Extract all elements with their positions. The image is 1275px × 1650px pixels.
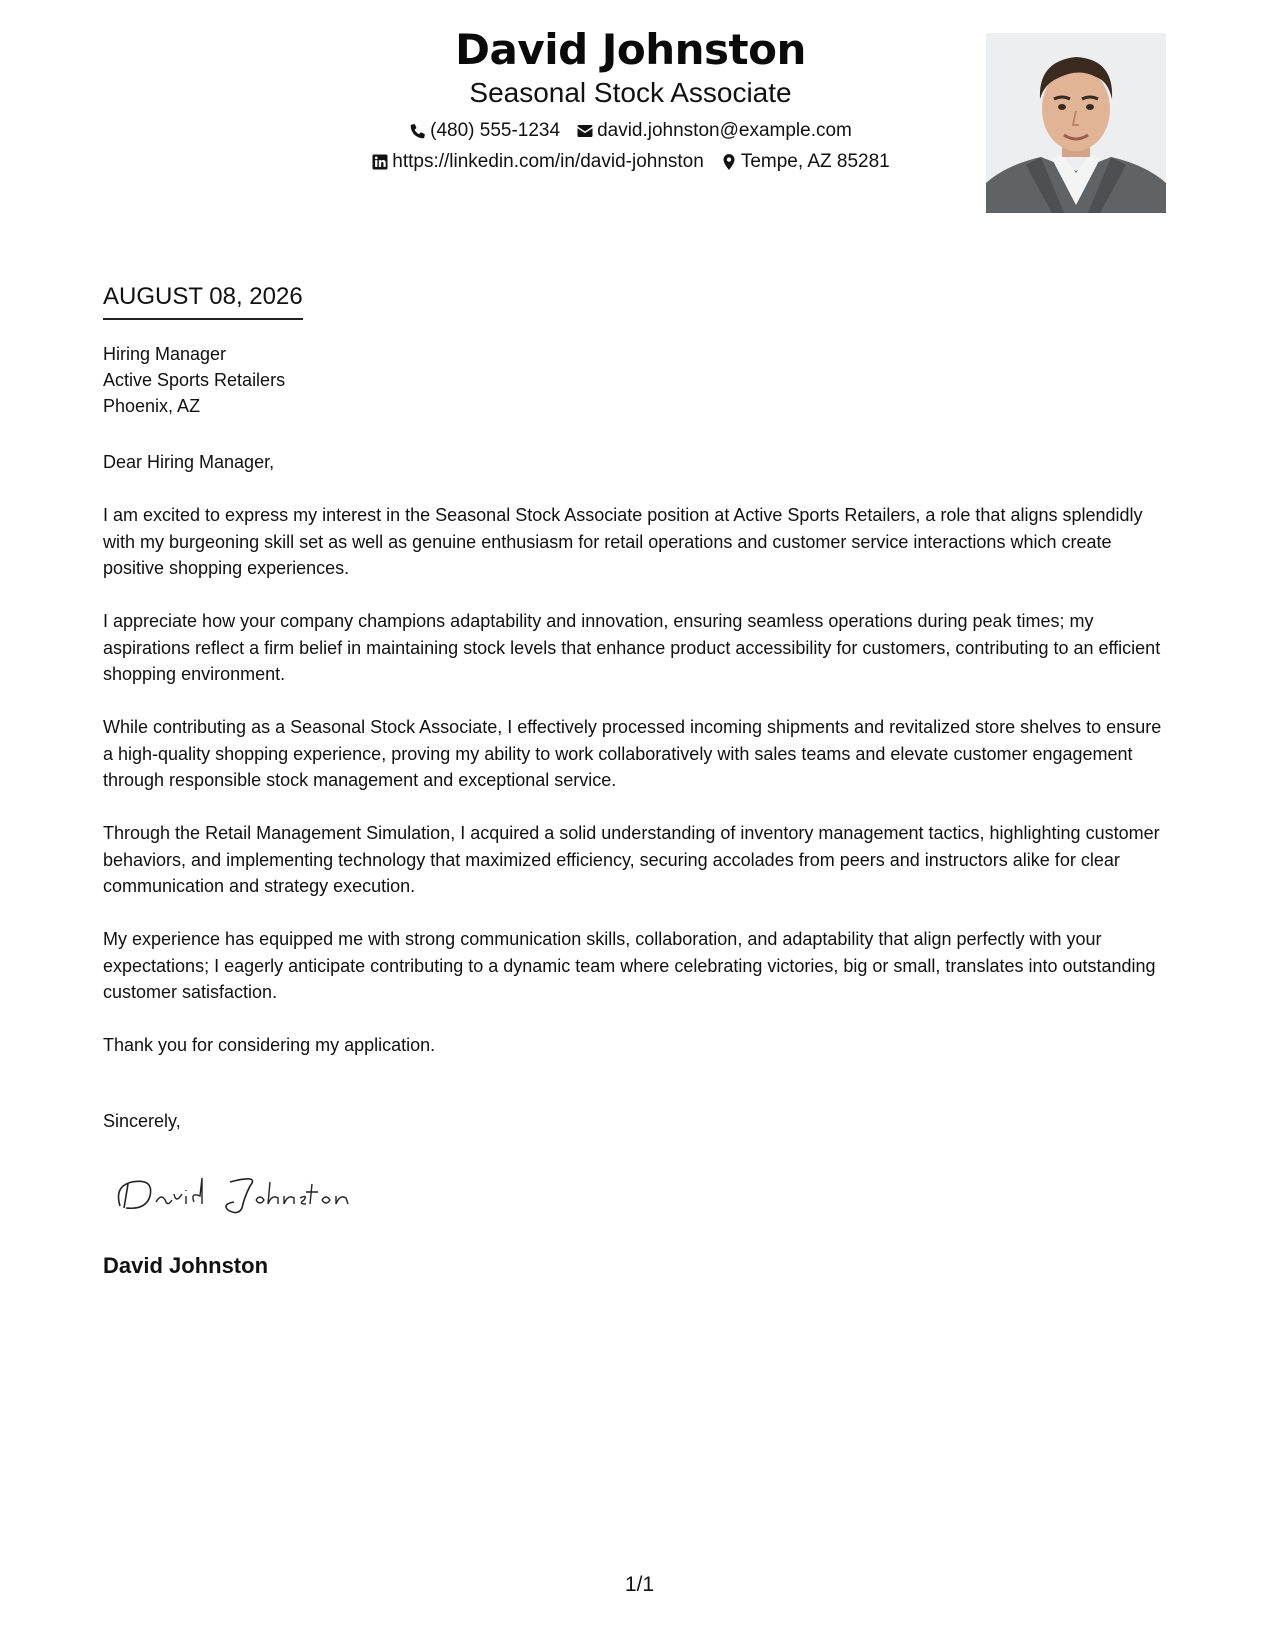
body-paragraph: Through the Retail Management Simulation, I acquired a solid understanding of inventory management tactics, highlighting customer behaviors, and implementing technology that maximized efficiency, securing accolades from peers and instructors alike for clear communication and strategy execution. bbox=[103, 823, 1160, 896]
recipient-line: Phoenix, AZ bbox=[103, 396, 201, 416]
thanks-line: Thank you for considering my application. bbox=[103, 1035, 436, 1055]
contact-linkedin[interactable] bbox=[371, 151, 704, 173]
body-paragraph: My experience has equipped me with strong communication skills, collaboration, and adaptability that align perfectly with your expectations; I eagerly anticipate contributing to a dynamic team where celebrating victories, big or small, translates into outstanding customer satisfaction. bbox=[103, 929, 1156, 1002]
envelope-icon bbox=[576, 122, 594, 140]
recipient-line: Active Sports Retailers bbox=[103, 370, 286, 390]
page-number: 1/1 bbox=[624, 1573, 655, 1596]
applicant-title: Seasonal Stock Associate bbox=[469, 77, 792, 108]
recipient-block bbox=[103, 341, 285, 419]
contact-phone[interactable] bbox=[409, 120, 560, 142]
location-text: Tempe, AZ 85281 bbox=[740, 151, 890, 172]
phone-text: (480) 555-1234 bbox=[430, 120, 561, 141]
email-text: david.johnston@example.com bbox=[597, 120, 852, 141]
contact-location bbox=[720, 151, 890, 173]
body-paragraph: I appreciate how your company champions adaptability and innovation, ensuring seamless operations during peak times; my aspirations reflect a firm belief in maintaining stock levels that enhance product accessibility for customers, contributing to an efficient shopping environment. bbox=[103, 611, 1161, 684]
letter-date: AUGUST 08, 2026 bbox=[103, 282, 303, 320]
signature-image bbox=[110, 1168, 370, 1218]
closing-line: Sincerely, bbox=[103, 1111, 181, 1131]
profile-photo bbox=[986, 33, 1166, 213]
body-paragraph: While contributing as a Seasonal Stock Associate, I effectively processed incoming shipments and revitalized store shelves to ensure a high-quality shopping experience, proving my ability to work collaboratively with sales teams and elevate customer engagement through responsible stock management and exceptional service. bbox=[103, 717, 1162, 790]
recipient-line: Hiring Manager bbox=[103, 344, 227, 364]
salutation: Dear Hiring Manager, bbox=[103, 452, 275, 472]
signed-name: David Johnston bbox=[103, 1253, 269, 1278]
map-pin-icon bbox=[720, 153, 738, 171]
body-paragraph: I am excited to express my interest in the Seasonal Stock Associate position at Active Sports Retailers, a role that aligns splendidly with my burgeoning skill set as well as genuine enthusiasm for retail operations and customer service interactions which create positive shopping experiences. bbox=[103, 505, 1143, 578]
letter-body bbox=[103, 449, 1173, 1085]
linkedin-icon bbox=[371, 153, 389, 171]
applicant-name: David Johnston bbox=[455, 25, 806, 74]
linkedin-text: https://linkedin.com/in/david-johnston bbox=[392, 151, 704, 172]
contact-email[interactable] bbox=[576, 120, 852, 142]
phone-icon bbox=[409, 122, 427, 140]
